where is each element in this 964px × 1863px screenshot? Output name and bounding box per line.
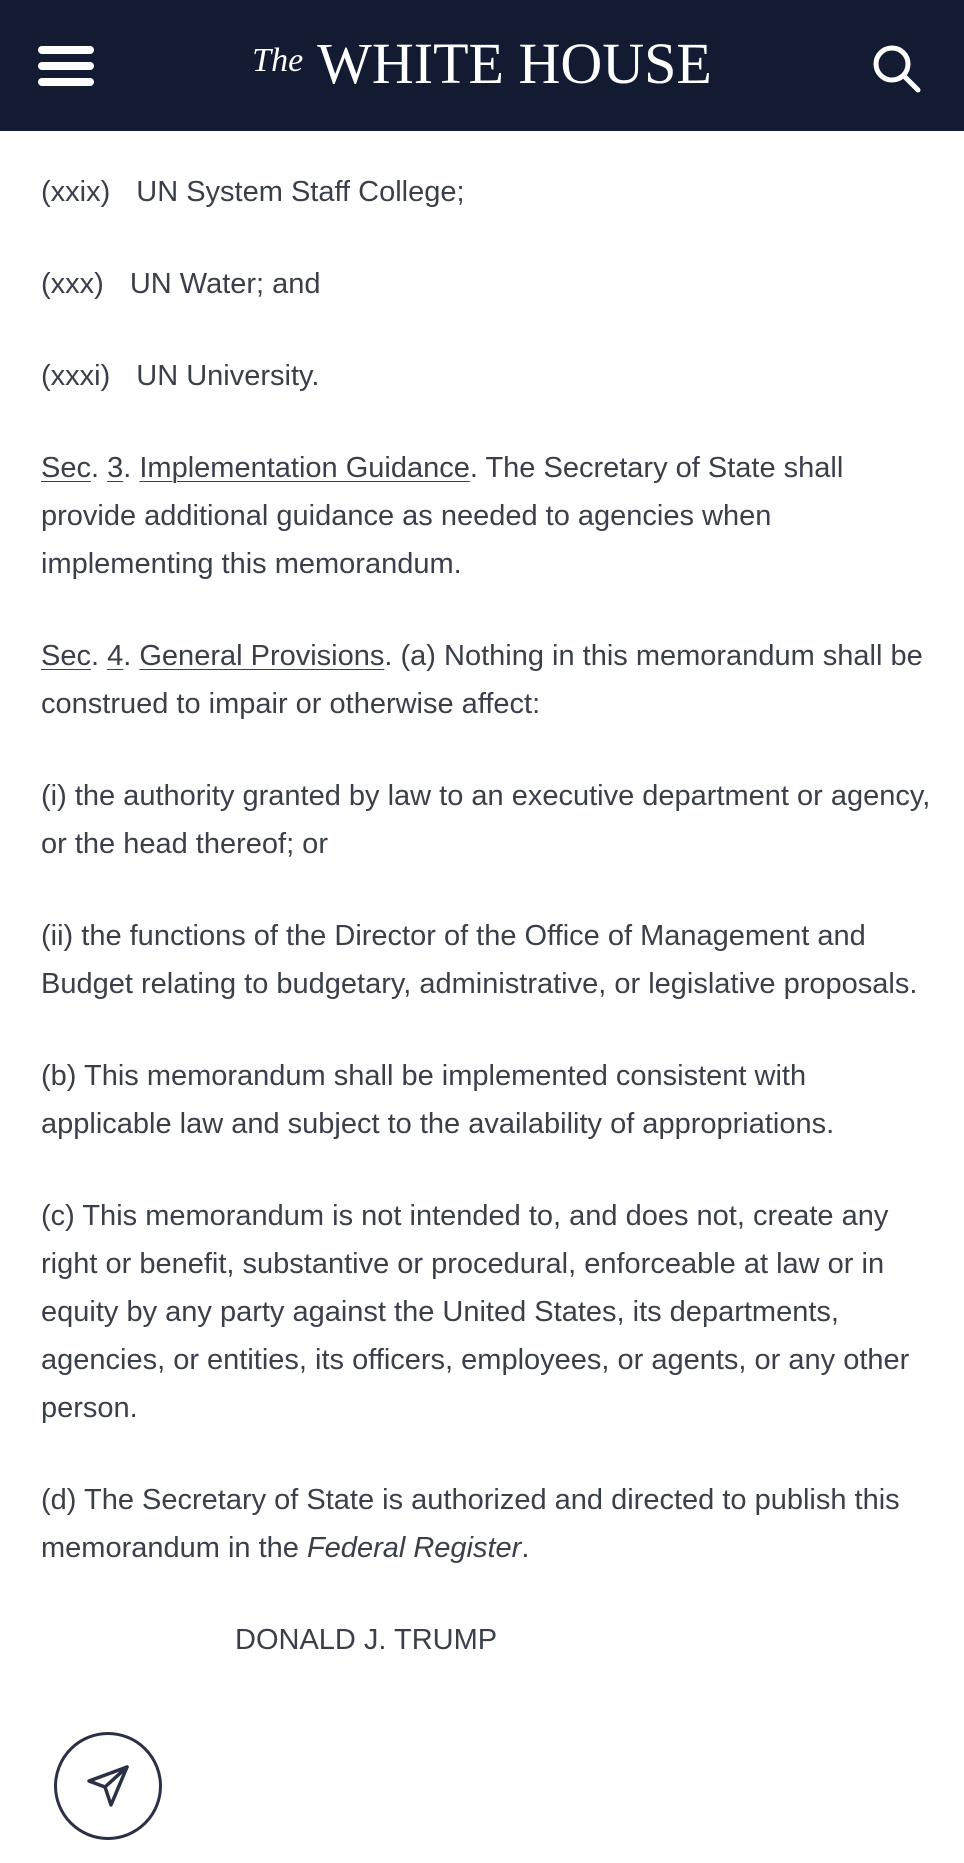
site-logo[interactable] <box>0 28 964 100</box>
sec3-heading: Implementation Guidance <box>139 452 470 484</box>
list-item <box>41 352 931 400</box>
clause-d-end: . <box>521 1532 530 1564</box>
sec3-body: The Secretary of State shall provide additional guidance as needed to agencies when implementing this memorandum. <box>41 452 844 580</box>
signature: DONALD J. TRUMP <box>235 1624 498 1656</box>
clause-b: (b) This memorandum shall be implemented consistent with applicable law and subject to the availability of appropriations. <box>41 1060 835 1140</box>
list-item <box>41 260 931 308</box>
logo-name: WHITE HOUSE <box>317 31 712 96</box>
sec3-label: Sec <box>41 452 91 484</box>
list-item-label: (xxxi) <box>41 360 111 392</box>
clause-d <box>41 1476 931 1572</box>
list-item <box>41 168 931 216</box>
sec4-body: (a) Nothing in this memorandum shall be construed to impair or otherwise affect: <box>41 640 923 720</box>
clause-i: (i) the authority granted by law to an executive department or agency, or the head thereof; or <box>41 780 931 860</box>
send-arrow-icon <box>85 1763 131 1809</box>
site-header <box>0 0 964 131</box>
section-4: Sec. 4. General Provisions. (a) Nothing in this memorandum shall be construed to impair or otherwise affect: <box>41 640 923 720</box>
clause-c: (c) This memorandum is not intended to, and does not, create any right or benefit, substantive or procedural, enforceable at law or in equity by any party against the United States, its departments, agencies, or entities, its officers, employees, or agents, or any other person. <box>41 1200 910 1424</box>
list-item-text: UN University. <box>136 360 320 392</box>
clause-ii: (ii) the functions of the Director of the Office of Management and Budget relating to budgetary, administrative, or legislative proposals. <box>41 920 918 1000</box>
list-item-label: (xxix) <box>41 176 111 208</box>
search-button[interactable] <box>868 40 924 96</box>
sec4-label: Sec <box>41 640 91 672</box>
search-icon <box>868 40 924 96</box>
federal-register-title: Federal Register <box>306 1532 522 1564</box>
sec3-number: 3 <box>107 452 124 484</box>
sec4-heading: General Provisions <box>139 640 385 672</box>
list-item-text: UN Water; and <box>129 268 321 300</box>
section-3: Sec. 3. Implementation Guidance. The Secretary of State shall provide additional guidance as needed to agencies when implementing this memorandum. <box>41 452 844 580</box>
memorandum-text <box>41 168 931 1708</box>
list-item-label: (xxx) <box>41 268 104 300</box>
clause-d-text: (d) The Secretary of State is authorized and directed to publish this memorandum in the <box>41 1484 900 1564</box>
logo-the: The <box>252 42 304 79</box>
sec4-number: 4 <box>107 640 124 672</box>
share-button[interactable] <box>54 1732 162 1840</box>
list-item-text: UN System Staff College; <box>136 176 465 208</box>
